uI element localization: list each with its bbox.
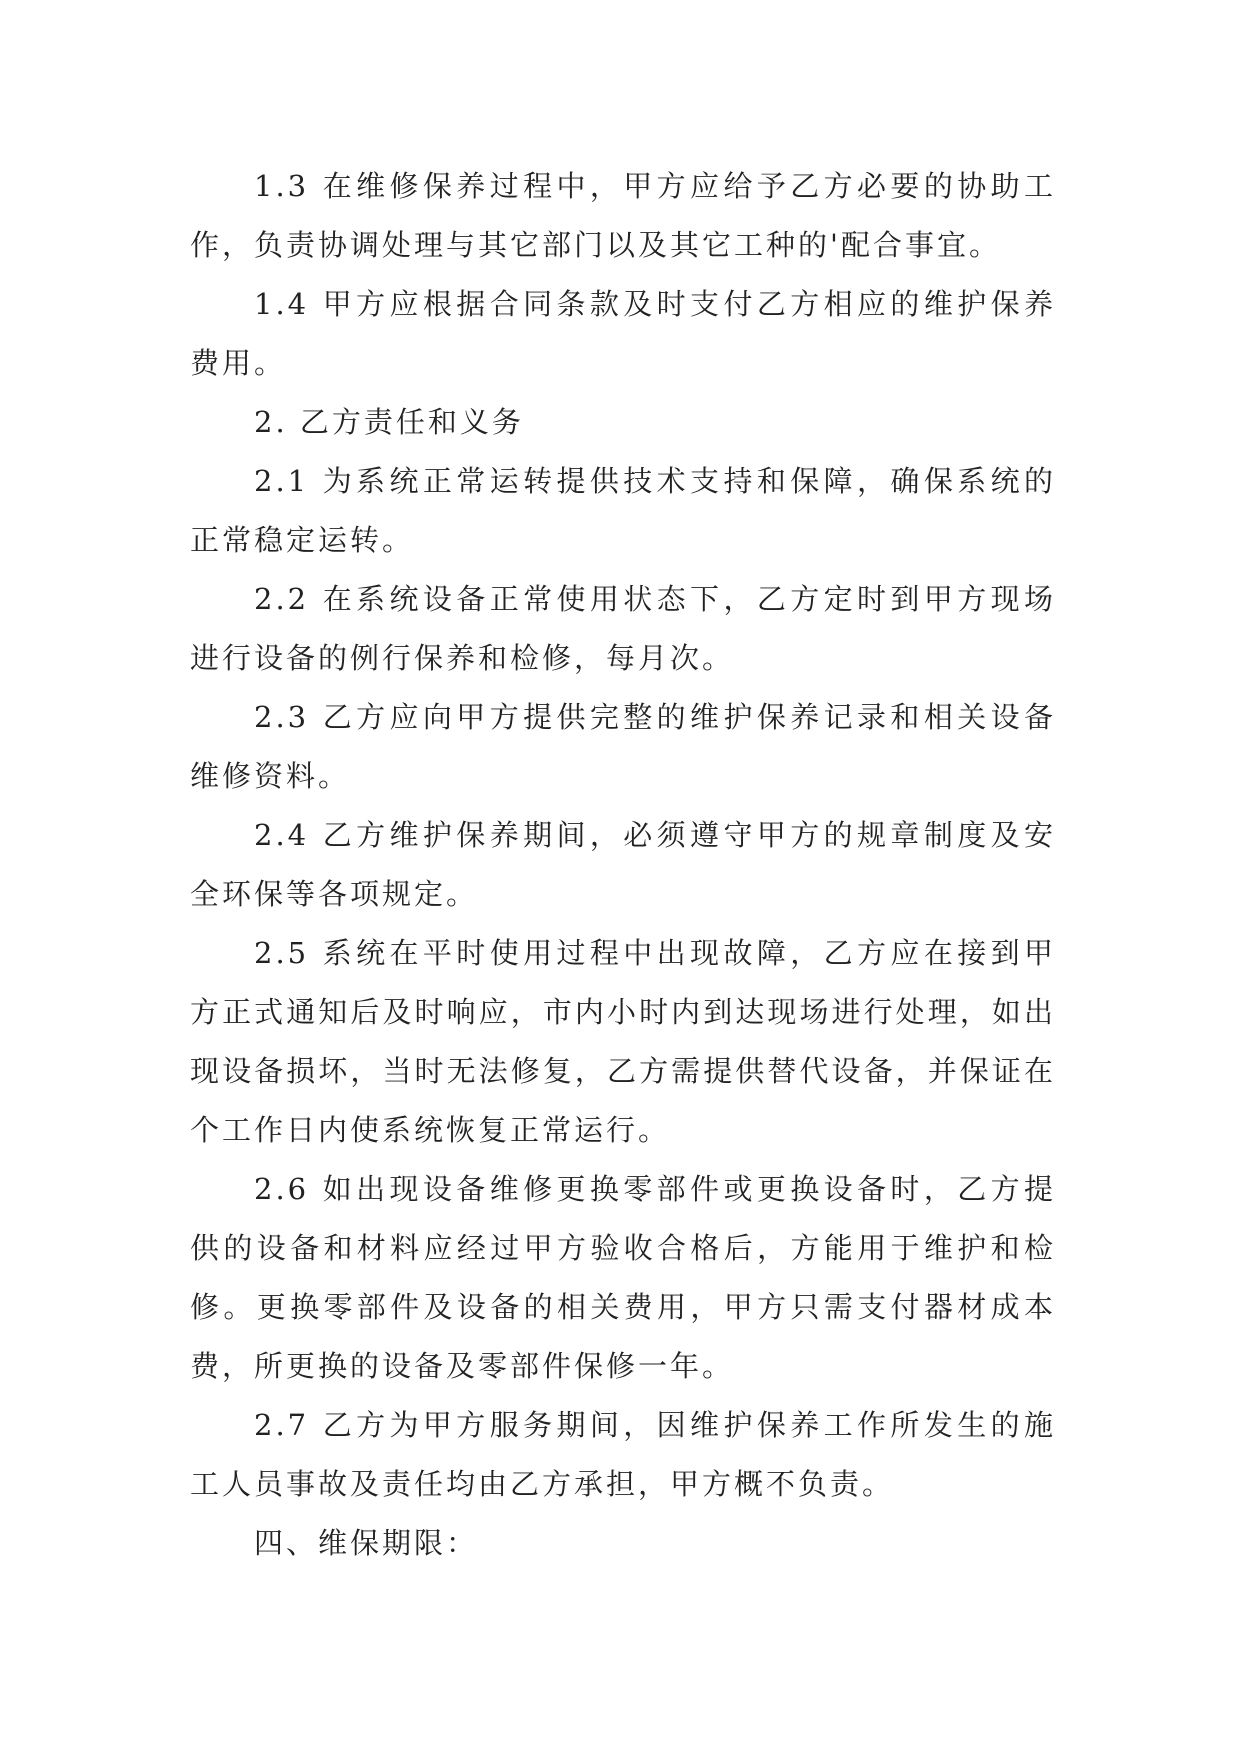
section-heading-2: 2. 乙方责任和义务	[254, 405, 524, 439]
paragraph-2-4: 2.4 乙方维护保养期间，必须遵守甲方的规章制度及安全环保等各项规定。	[190, 818, 1056, 911]
paragraph-2-3: 2.3 乙方应向甲方提供完整的维护保养记录和相关设备维修资料。	[190, 700, 1056, 793]
paragraph-1-3: 1.3 在维修保养过程中，甲方应给予乙方必要的协助工作，负责协调处理与其它部门以及其它工种的'配合事宜。	[190, 169, 1056, 262]
paragraph-2-5: 2.5 系统在平时使用过程中出现故障，乙方应在接到甲方正式通知后及时响应，市内小时内到达现场进行处理，如出现设备损坏，当时无法修复，乙方需提供替代设备，并保证在个工作日内使系统恢复正常运行。	[190, 936, 1056, 1147]
paragraph-2-6: 2.6 如出现设备维修更换零部件或更换设备时，乙方提供的设备和材料应经过甲方验收合格后，方能用于维护和检修。更换零部件及设备的相关费用，甲方只需支付器材成本费，所更换的设备及零部件保修一年。	[190, 1172, 1056, 1383]
paragraph-1-4: 1.4 甲方应根据合同条款及时支付乙方相应的维护保养费用。	[190, 287, 1056, 380]
section-heading-4: 四、维保期限：	[254, 1526, 479, 1560]
paragraph-2-2: 2.2 在系统设备正常使用状态下，乙方定时到甲方现场进行设备的例行保养和检修，每月次。	[190, 582, 1056, 675]
paragraph-2-1: 2.1 为系统正常运转提供技术支持和保障，确保系统的正常稳定运转。	[190, 464, 1056, 557]
document-body	[190, 157, 1056, 1573]
paragraph-2-7: 2.7 乙方为甲方服务期间，因维护保养工作所发生的施工人员事故及责任均由乙方承担，甲方概不负责。	[190, 1408, 1056, 1501]
